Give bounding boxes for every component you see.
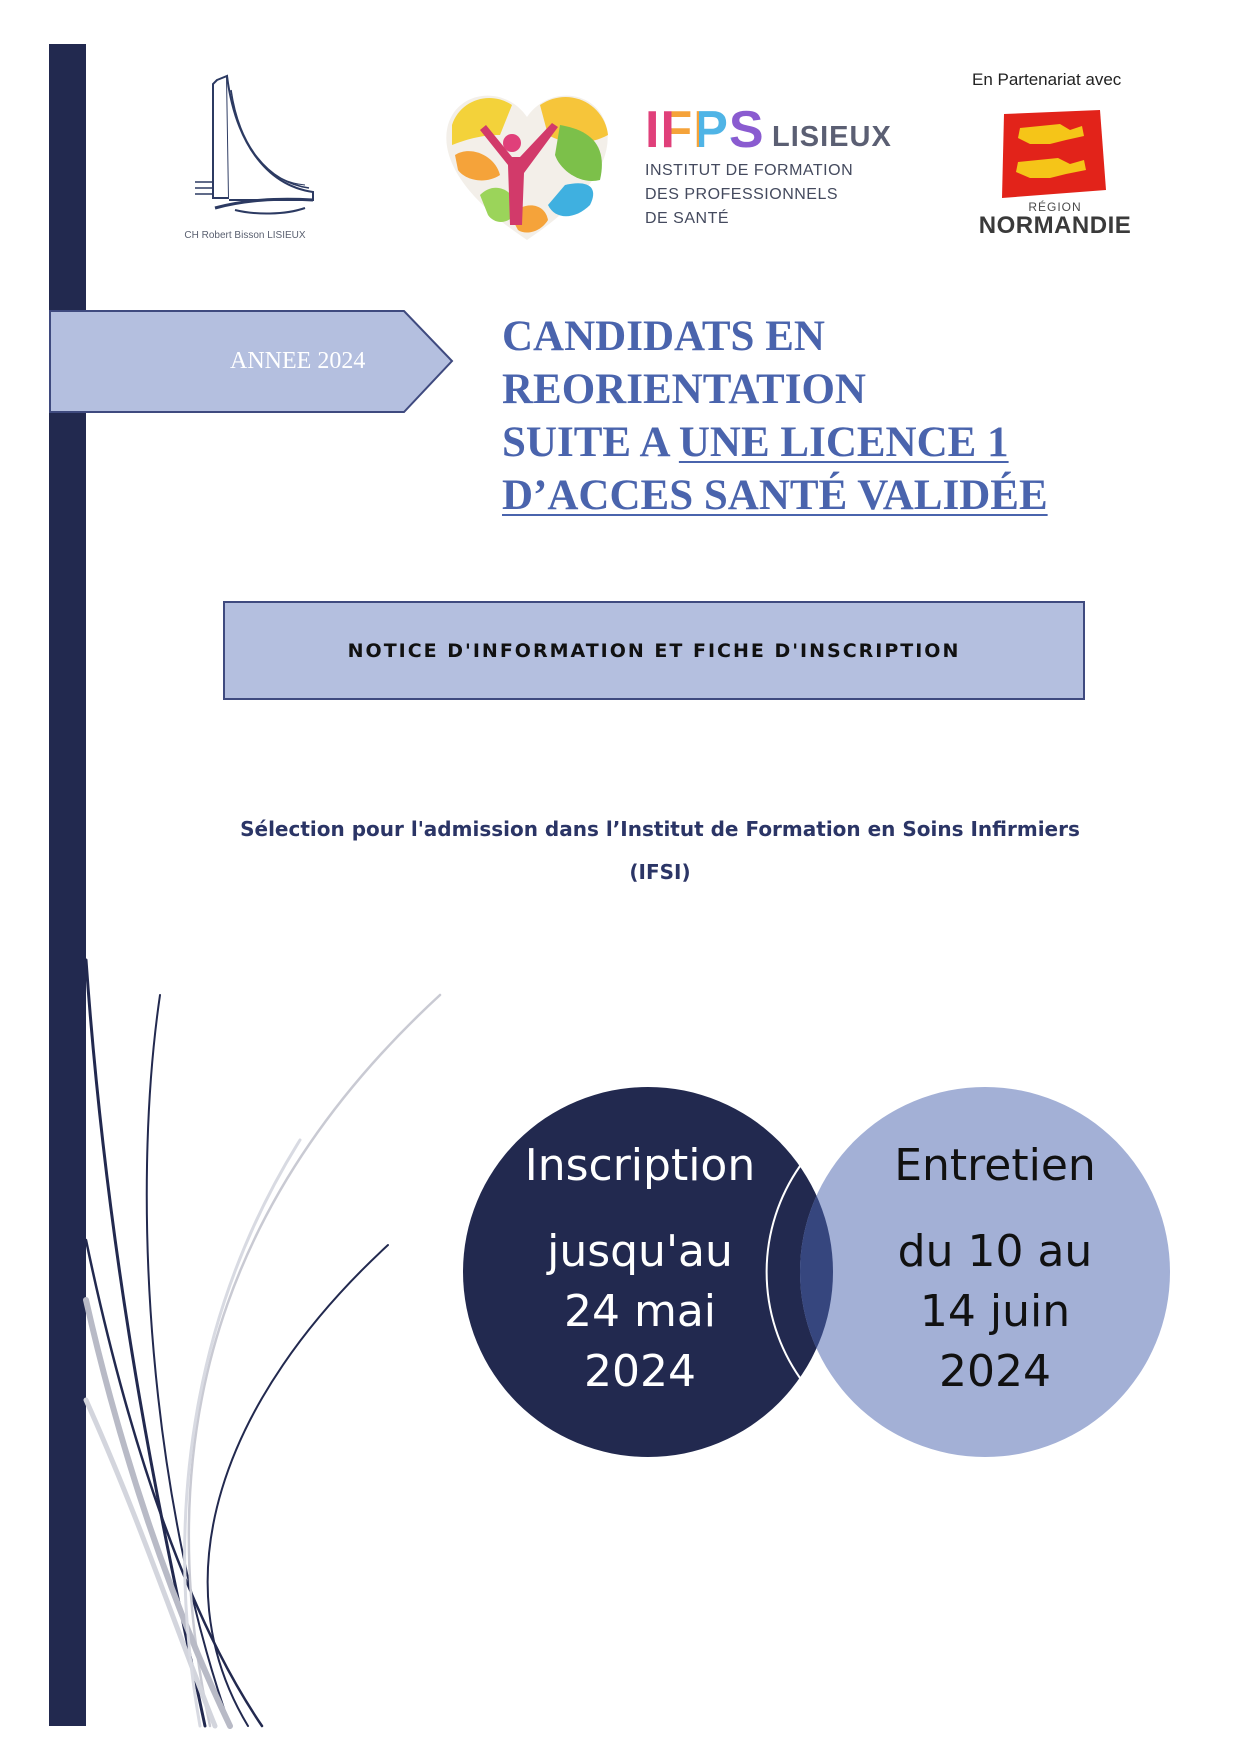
ifps-name [645, 100, 765, 160]
inscription-date-line: jusqu'au [547, 1226, 733, 1277]
heart-hands-icon [440, 85, 615, 245]
title-text: SUITE A [502, 419, 679, 466]
entretien-date-line: du 10 au [897, 1226, 1093, 1277]
entretien-date [860, 1222, 1130, 1402]
ifps-subtitle [645, 159, 853, 231]
normandie-label: NORMANDIE [978, 212, 1132, 239]
ifps-subtitle-line: INSTITUT DE FORMATION [645, 162, 854, 179]
normandie-flag-icon [1000, 110, 1110, 200]
inscription-date-line: 2024 [584, 1346, 696, 1397]
hospital-building-icon [175, 70, 315, 220]
selection-line: Sélection pour l'admission dans l’Institut de Formation en Soins Infirmiers [240, 817, 1080, 841]
ifps-city: LISIEUX [772, 121, 892, 153]
ifps-lisieux-logo [440, 85, 900, 245]
title-line: REORIENTATION [502, 366, 866, 413]
title-line: CANDIDATS EN [502, 313, 825, 360]
inscription-date-line: 24 mai [563, 1286, 717, 1337]
ifps-name-text: IFPS [645, 101, 765, 159]
ch-robert-bisson-logo [165, 70, 325, 250]
year-label: ANNEE 2024 [230, 348, 366, 374]
title-underlined-text: D’ACCES SANTÉ VALIDÉE [502, 472, 1048, 519]
page-title [502, 310, 1142, 522]
selection-text [180, 808, 1140, 894]
selection-line: (IFSI) [629, 860, 691, 884]
title-line [502, 469, 1142, 522]
ch-logo-caption: CH Robert Bisson LISIEUX [184, 230, 306, 241]
notice-text: NOTICE D'INFORMATION ET FICHE D'INSCRIPTION [347, 639, 961, 662]
inscription-date [500, 1222, 780, 1402]
ifps-subtitle-line: DES PROFESSIONNELS [645, 186, 839, 203]
notice-box [223, 601, 1085, 700]
inscription-title: Inscription [524, 1140, 756, 1191]
partner-label: En Partenariat avec [972, 70, 1122, 89]
entretien-title: Entretien [894, 1140, 1096, 1191]
region-label: RÉGION [1028, 200, 1082, 214]
title-line [502, 416, 1142, 469]
entretien-date-line: 14 juin [919, 1286, 1071, 1337]
entretien-date-line: 2024 [939, 1346, 1051, 1397]
title-underlined-text: UNE LICENCE 1 [678, 419, 1009, 466]
ifps-subtitle-line: DE SANTÉ [645, 210, 730, 227]
